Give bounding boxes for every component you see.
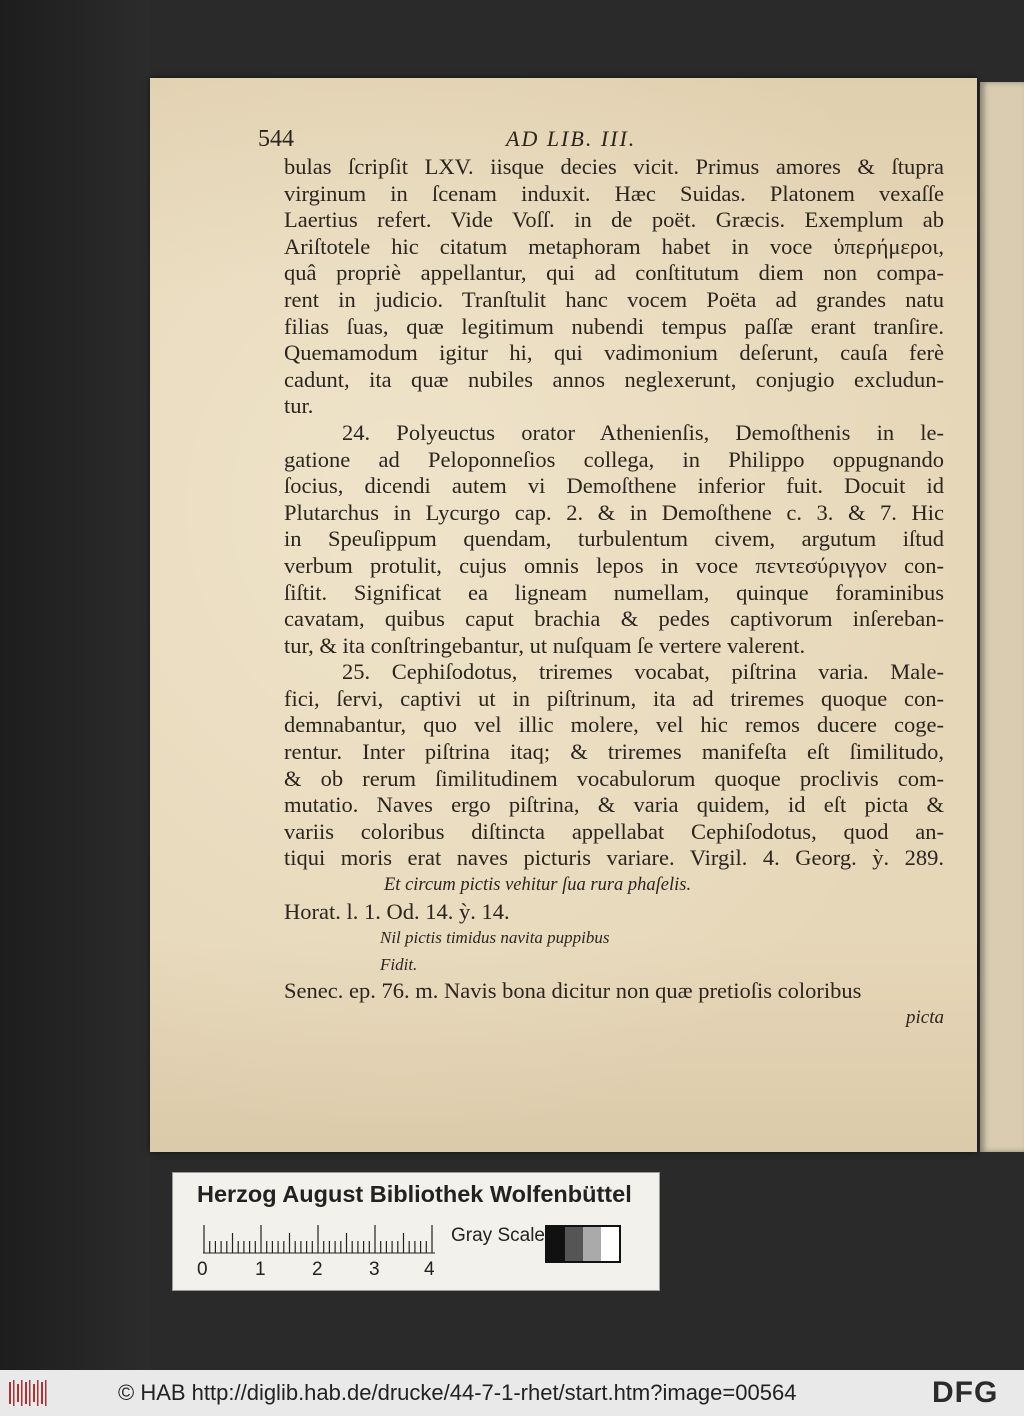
- gray-swatch: [583, 1227, 601, 1261]
- text-line: in Speuſippum quendam, turbulentum civem, argutum iſtud: [284, 526, 944, 552]
- text-line: cadunt, ita quæ nubiles annos neglexerunt, conjugio excludun-: [284, 366, 944, 392]
- gray-scale-label: Gray Scale: [451, 1225, 545, 1246]
- text-line: Quemamodum igitur hi, qui vadimonium deſerunt, cauſa ferè: [284, 340, 944, 366]
- quote-line: Fidit.: [380, 954, 418, 974]
- text-line: filias ſuas, quæ legitimum nubendi tempus paſſæ erant tranſire.: [284, 313, 944, 339]
- text-line: Plutarchus in Lycurgo cap. 2. & in Demoſthene c. 3. & 7. Hic: [284, 499, 944, 525]
- text-line: gatione ad Peloponneſios collega, in Philippo oppugnando: [284, 446, 944, 472]
- text-lines: [284, 154, 944, 1032]
- text-line: quâ propriè appellantur, qui ad conſtitutum diem non compa-: [284, 260, 944, 286]
- ruler-number: 4: [424, 1259, 435, 1280]
- text-line: rentur. Inter piſtrina itaq; & triremes manifeſta eſt ſimilitudo,: [284, 739, 944, 765]
- library-name: Herzog August Bibliothek Wolfenbüttel: [197, 1181, 632, 1207]
- text-line: fici, ſervi, captivi ut in piſtrinum, ita ad triremes quoque con-: [284, 685, 944, 711]
- text-line: cavatam, quibus caput brachia & pedes captivorum inſereban-: [284, 606, 944, 632]
- text-line: virginum in ſcenam induxit. Hæc Suidas. Platonem vexaſſe: [284, 180, 944, 206]
- gray-swatch: [601, 1227, 619, 1261]
- catchword-line: picta: [906, 1007, 944, 1028]
- gray-scale-swatches: [545, 1225, 621, 1263]
- ruler-scale: [203, 1223, 435, 1263]
- gray-swatch: [547, 1227, 565, 1261]
- page-header: [258, 126, 944, 154]
- text-line: tiqui moris erat naves picturis variare. Virgil. 4. Georg. ỳ. 289.: [284, 845, 944, 871]
- text-line: bulas ſcripſit LXV. iisque decies vicit. Primus amores & ſtupra: [284, 154, 944, 179]
- text-line: Horat. l. 1. Od. 14. ỳ. 14.: [284, 898, 510, 924]
- footer-bar: [0, 1370, 1024, 1416]
- ruler-number: 3: [369, 1259, 380, 1280]
- text-line: Laertius refert. Vide Voſſ. in de poët. Græcis. Exemplum ab: [284, 207, 944, 233]
- page-number: 544: [258, 126, 294, 152]
- text-line: tur.: [284, 393, 314, 419]
- text-line: 25. Cephiſodotus, triremes vocabat, piſtrina varia. Male-: [342, 659, 944, 685]
- ruler-number: 1: [255, 1259, 266, 1280]
- running-head: AD LIB. III.: [506, 126, 637, 151]
- text-line: & ob rerum ſimilitudinem vocabulorum quoque proclivis com-: [284, 765, 944, 791]
- board-left: [0, 0, 150, 1370]
- text-line: 24. Polyeuctus orator Athenienſis, Demoſthenis in le-: [342, 419, 944, 445]
- text-line: ſocius, dicendi autem vi Demoſthene inferior fuit. Docuit id: [284, 473, 944, 499]
- text-line: verbum protulit, cujus omnis lepos in voce πεντεσύριγγον con-: [284, 552, 944, 578]
- quote-line: Et circum pictis vehitur ſua rura phaſelis.: [384, 875, 692, 896]
- gray-swatch: [565, 1227, 583, 1261]
- ruler-number: 0: [197, 1259, 208, 1280]
- text-line: Senec. ep. 76. m. Navis bona dicitur non quæ pretioſis coloribus: [284, 978, 862, 1004]
- text-line: mutatio. Naves ergo piſtrina, & varia quidem, id eſt picta &: [284, 792, 944, 818]
- ruler-number: 2: [312, 1259, 323, 1280]
- barcode-icon: [8, 1378, 48, 1408]
- text-line: rent in judicio. Tranſtulit hanc vocem Poëta ad grandes natu: [284, 286, 944, 312]
- color-target-card: [172, 1172, 660, 1291]
- source-url: © HAB http://diglib.hab.de/drucke/44-7-1-rhet/start.htm?image=00564: [118, 1380, 797, 1405]
- dfg-logo: DFG: [932, 1376, 999, 1409]
- text-line: tur, & ita conſtringebantur, ut nuſquam ſe vertere valerent.: [284, 632, 806, 658]
- facing-page-edge: [980, 82, 1024, 1152]
- text-line: variis coloribus diſtincta appellabat Cephiſodotus, quod an-: [284, 818, 944, 844]
- text-line: Ariſtotele hic citatum metaphoram habet in voce ὑπερήμεροι,: [284, 233, 944, 259]
- text-line: ſiſtit. Significat ea ligneam numellam, quinque foraminibus: [284, 579, 944, 605]
- quote-line: Nil pictis timidus navita puppibus: [380, 928, 610, 948]
- text-line: demnabantur, quo vel illic molere, vel hic remos ducere coge-: [284, 712, 944, 738]
